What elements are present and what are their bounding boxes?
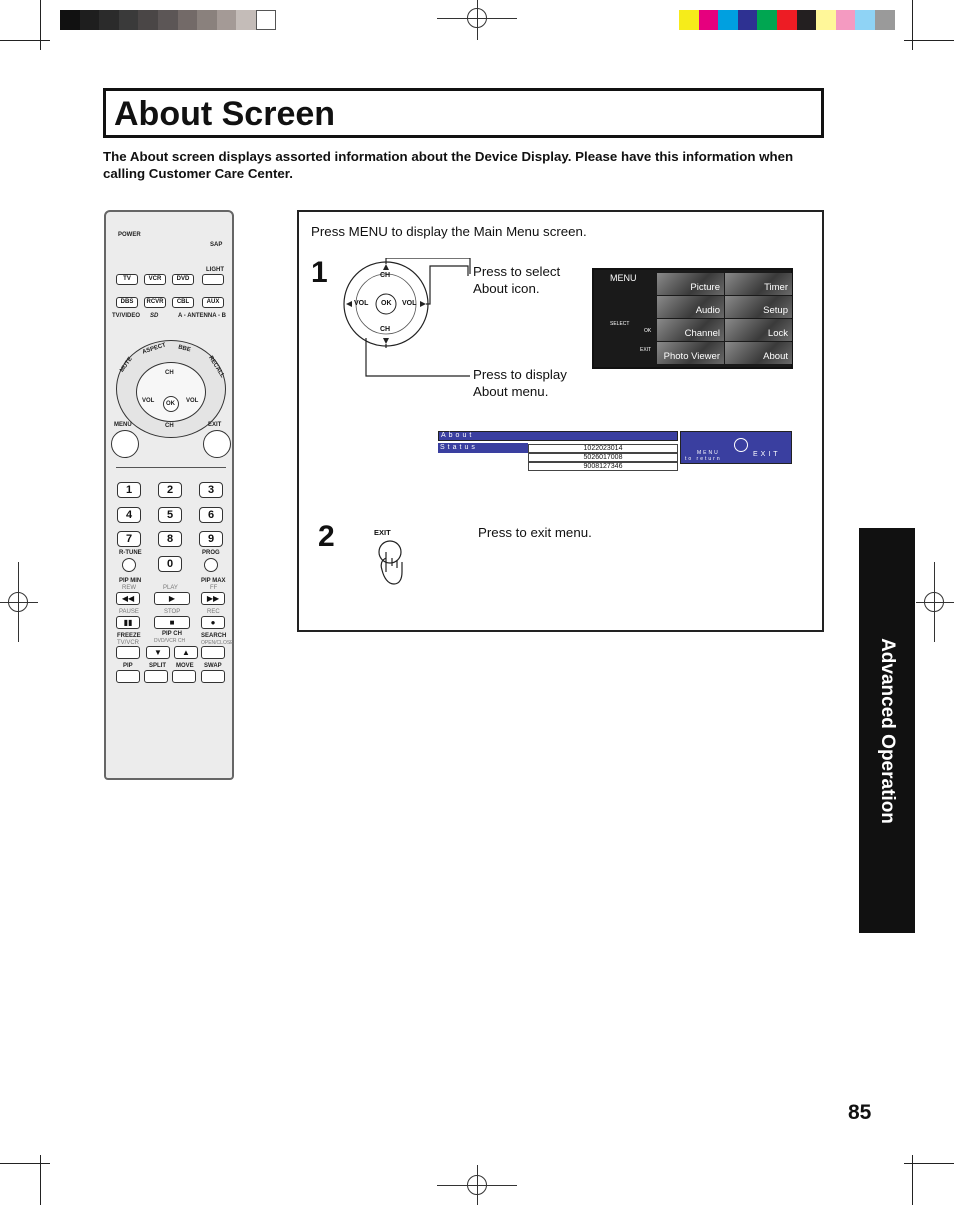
ch-down-label: CH xyxy=(165,423,174,429)
crop-mark xyxy=(904,40,954,41)
menu-tile-setup[interactable]: Setup xyxy=(725,296,792,318)
about-footer-bar xyxy=(680,431,792,464)
pip-max-label: PIP MAX xyxy=(201,578,226,584)
color-swatch xyxy=(119,10,139,30)
menu-tile-about[interactable]: About xyxy=(725,342,792,364)
number-8-button[interactable]: 8 xyxy=(158,531,182,547)
vcr-button[interactable]: VCR xyxy=(144,274,166,285)
color-swatch xyxy=(99,10,119,30)
pip-button[interactable] xyxy=(116,670,140,683)
recall-label: RECALL xyxy=(207,355,226,379)
tv-video-label: TV/VIDEO xyxy=(112,313,141,319)
status-value-3: 9008127346 xyxy=(528,462,678,471)
menu-ok-label: OK xyxy=(644,328,652,334)
color-swatch xyxy=(60,10,80,30)
open-close-label: OPEN/CLOSE xyxy=(201,640,234,646)
page-number: 85 xyxy=(848,1101,872,1124)
exit-press-hand-icon xyxy=(372,538,408,586)
split-label: SPLIT xyxy=(149,663,167,669)
nav-pad-illustration xyxy=(340,258,480,378)
display-line2: About menu. xyxy=(473,384,549,399)
color-swatch xyxy=(777,10,797,30)
exit-label: EXIT xyxy=(208,422,222,428)
play-label: PLAY xyxy=(163,585,178,591)
dvd-button[interactable]: DVD xyxy=(172,274,194,285)
dvd-vcr-ch-label: DVD/VCR CH xyxy=(154,638,186,644)
pad-vol-left-label: VOL xyxy=(354,300,369,307)
play-button[interactable]: ▶ xyxy=(154,592,190,605)
power-label: POWER xyxy=(118,232,141,238)
color-swatch xyxy=(217,10,237,30)
color-swatch xyxy=(256,10,276,30)
status-label: Status xyxy=(438,443,528,453)
menu-tile-picture[interactable]: Picture xyxy=(657,273,724,295)
color-swatch xyxy=(875,10,895,30)
menu-tile-lock[interactable]: Lock xyxy=(725,319,792,341)
color-swatch xyxy=(757,10,777,30)
swap-button[interactable] xyxy=(201,670,225,683)
color-swatch xyxy=(679,10,699,30)
status-value-1: 1022023014 xyxy=(528,444,678,453)
color-swatch xyxy=(178,10,198,30)
rcvr-button[interactable]: RCVR xyxy=(144,297,166,308)
remote-control xyxy=(104,210,234,780)
antenna-label: A - ANTENNA - B xyxy=(178,313,226,319)
crop-mark xyxy=(0,40,50,41)
step1-number: 1 xyxy=(311,256,328,289)
number-0-button[interactable]: 0 xyxy=(158,556,182,572)
color-swatch xyxy=(699,10,719,30)
search-label: SEARCH xyxy=(201,633,227,639)
menu-label: MENU xyxy=(114,422,132,428)
pause-button[interactable]: ▮▮ xyxy=(116,616,140,629)
search-button[interactable] xyxy=(201,646,225,659)
step2-number: 2 xyxy=(318,520,335,553)
about-header: About xyxy=(438,431,678,441)
color-swatch xyxy=(158,10,178,30)
aspect-label: ASPECT xyxy=(141,342,167,356)
freeze-button[interactable] xyxy=(116,646,140,659)
exit-label-bar: EXIT xyxy=(753,451,781,458)
crop-mark xyxy=(0,1163,50,1164)
prog-button[interactable] xyxy=(204,558,218,572)
sap-label: SAP xyxy=(210,242,223,248)
pad-ch-up-label: CH xyxy=(380,272,391,279)
main-menu-screen xyxy=(592,268,793,369)
step1-instruction: Press MENU to display the Main Menu screen. xyxy=(311,224,587,239)
rtune-button[interactable] xyxy=(122,558,136,572)
section-tab xyxy=(859,528,915,933)
menu-tile-timer[interactable]: Timer xyxy=(725,273,792,295)
rew-button[interactable]: ◀◀ xyxy=(116,592,140,605)
pip-ch-label: PIP CH xyxy=(162,631,182,637)
intro-paragraph: The About screen displays assorted information about the Device Display. Please have this information when calling Customer Care Center. xyxy=(103,149,794,181)
pip-ch-down-button[interactable]: ▼ xyxy=(146,646,170,659)
exit-button-label: EXIT xyxy=(374,528,391,537)
dbs-button[interactable]: DBS xyxy=(116,297,138,308)
rew-label: REW xyxy=(122,585,136,591)
cbl-button[interactable]: CBL xyxy=(172,297,194,308)
rec-button[interactable]: ● xyxy=(201,616,225,629)
pip-ch-up-button[interactable]: ▲ xyxy=(174,646,198,659)
crop-mark xyxy=(40,0,41,50)
menu-select-label: SELECT xyxy=(610,321,630,327)
pip-min-label: PIP MIN xyxy=(119,578,142,584)
ch-up-label: CH xyxy=(165,370,174,376)
display-line1: Press to display xyxy=(473,367,567,382)
pip-label: PIP xyxy=(123,663,133,669)
dpad-icon xyxy=(734,438,748,452)
split-button[interactable] xyxy=(144,670,168,683)
color-swatch xyxy=(236,10,256,30)
menu-tile-audio[interactable]: Audio xyxy=(657,296,724,318)
vol-down-label: VOL xyxy=(142,398,155,404)
number-1-button[interactable]: 1 xyxy=(117,482,141,498)
freeze-label: FREEZE xyxy=(117,633,141,639)
color-swatch xyxy=(816,10,836,30)
crop-mark xyxy=(912,0,913,50)
tv-vcr-label: TV/VCR xyxy=(117,640,140,646)
menu-button[interactable] xyxy=(111,430,139,458)
page-title: About Screen xyxy=(114,95,336,133)
number-4-button[interactable]: 4 xyxy=(117,507,141,523)
select-line2: About icon. xyxy=(473,281,540,296)
color-swatch xyxy=(738,10,758,30)
color-swatch xyxy=(138,10,158,30)
ok-label: OK xyxy=(166,401,175,407)
stop-button[interactable]: ■ xyxy=(154,616,190,629)
rtune-label: R-TUNE xyxy=(119,550,142,556)
status-value-2: 5026017008 xyxy=(528,453,678,462)
move-button[interactable] xyxy=(172,670,196,683)
color-swatch xyxy=(836,10,856,30)
exit-button[interactable] xyxy=(203,430,231,458)
divider xyxy=(116,467,226,468)
stop-label: STOP xyxy=(164,609,181,615)
vol-up-label: VOL xyxy=(186,398,199,404)
ff-button[interactable]: ▶▶ xyxy=(201,592,225,605)
number-9-button[interactable]: 9 xyxy=(199,531,223,547)
color-swatch xyxy=(855,10,875,30)
color-swatch xyxy=(197,10,217,30)
menu-return-line1: MENU xyxy=(697,450,720,456)
number-5-button[interactable]: 5 xyxy=(158,507,182,523)
ff-label: FF xyxy=(210,585,218,591)
move-label: MOVE xyxy=(176,663,194,669)
section-tab-label: Advanced Operation xyxy=(877,637,898,824)
mute-label: MUTE xyxy=(119,356,134,374)
swap-label: SWAP xyxy=(204,663,222,669)
color-swatch xyxy=(718,10,738,30)
color-swatch xyxy=(797,10,817,30)
tv-button[interactable]: TV xyxy=(116,274,138,285)
number-3-button[interactable]: 3 xyxy=(199,482,223,498)
menu-header: MENU xyxy=(610,273,637,283)
crop-mark xyxy=(904,1163,954,1164)
prog-label: PROG xyxy=(202,550,220,556)
color-swatch xyxy=(80,10,100,30)
number-2-button[interactable]: 2 xyxy=(158,482,182,498)
menu-return-line2: to return xyxy=(685,456,722,462)
light-button[interactable] xyxy=(202,274,224,285)
menu-tile-photo-viewer[interactable]: Photo Viewer xyxy=(657,342,724,364)
number-7-button[interactable]: 7 xyxy=(117,531,141,547)
page-title-box xyxy=(103,88,824,138)
menu-tile-channel[interactable]: Channel xyxy=(657,319,724,341)
sd-logo: SD xyxy=(150,313,159,319)
number-6-button[interactable]: 6 xyxy=(199,507,223,523)
pad-vol-right-label: VOL xyxy=(402,300,417,307)
aux-button[interactable]: AUX xyxy=(202,297,224,308)
pause-label: PAUSE xyxy=(119,609,139,615)
menu-exit-label: EXIT xyxy=(640,347,652,353)
rec-label: REC xyxy=(207,609,220,615)
select-line1: Press to select xyxy=(473,264,561,279)
pad-ch-down-label: CH xyxy=(380,326,391,333)
bbe-label: BBE xyxy=(177,344,192,354)
light-label: LIGHT xyxy=(206,267,224,273)
pad-ok-label: OK xyxy=(381,300,392,307)
step2-instruction: Press to exit menu. xyxy=(478,525,592,540)
